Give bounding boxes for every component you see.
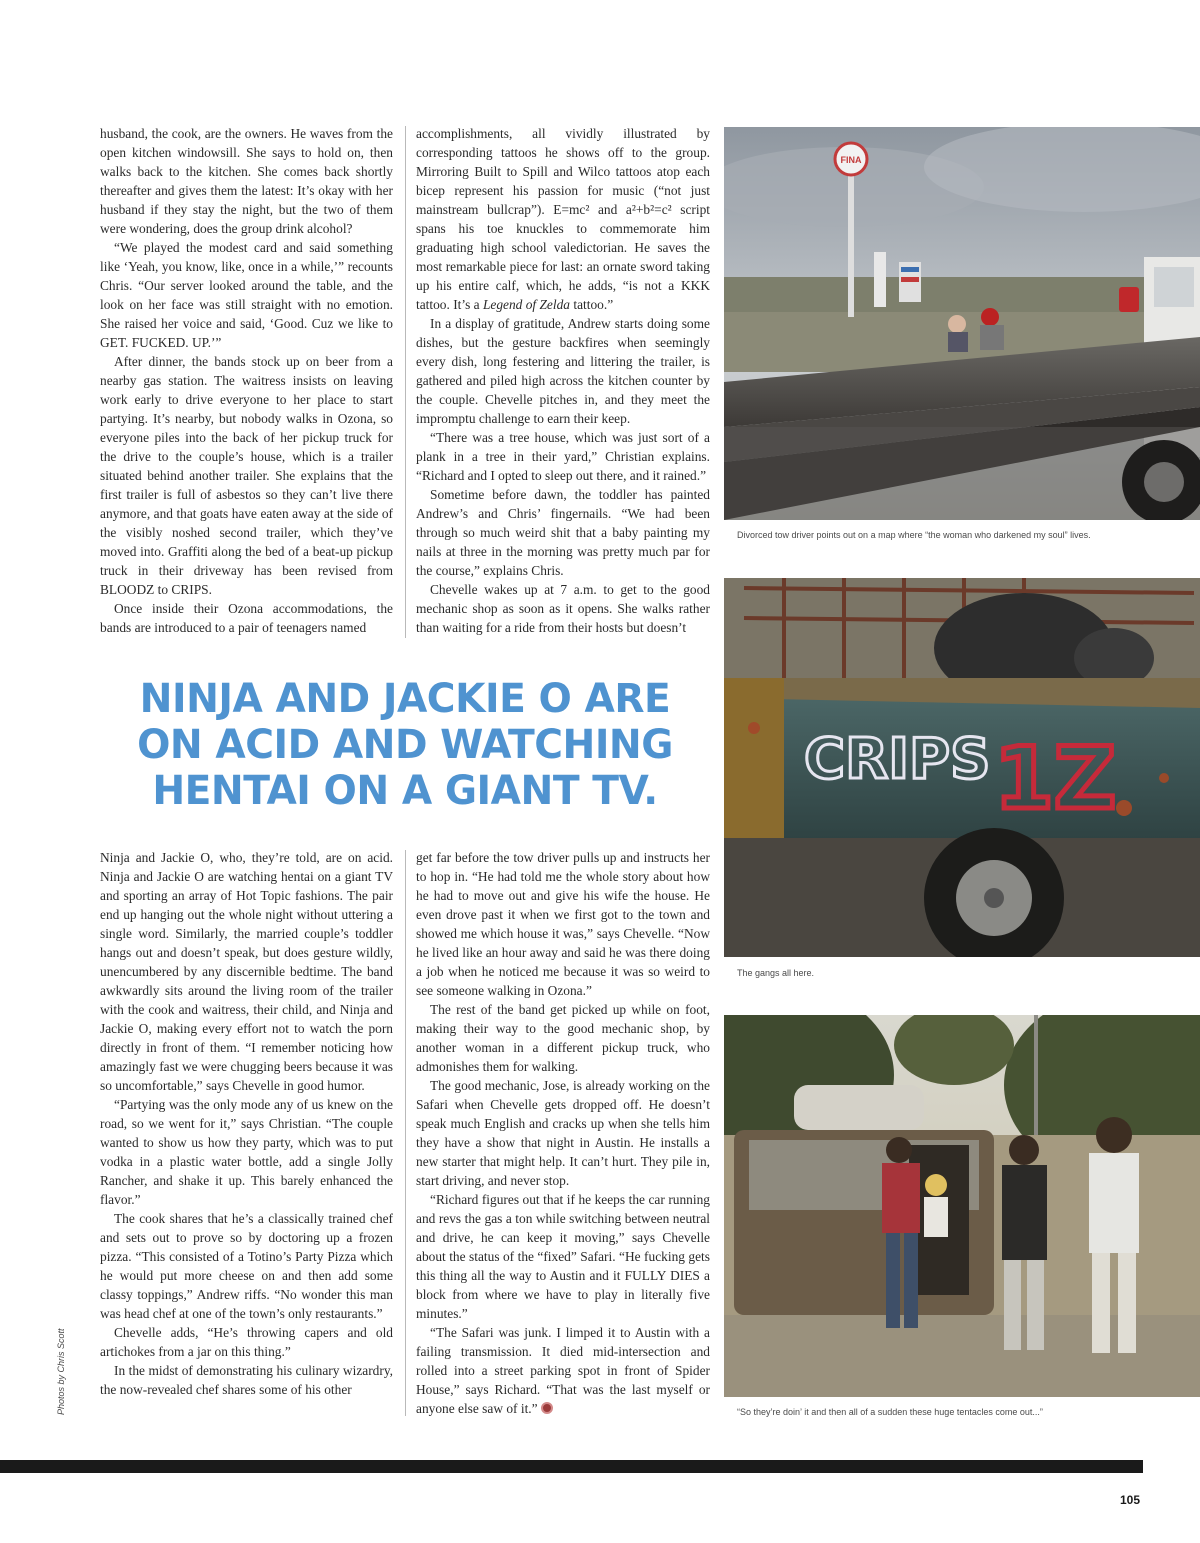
paragraph: husband, the cook, are the owners. He waves from the open kitchen windowsill. She says to hold on, then walks back to the kitchen. She comes back shortly thereafter and gives them the latest: It’s okay with her husband if they stay the night, but the two of them were wondering, does the group drink alcohol? [100,126,393,236]
photo-tow-truck [724,127,1200,520]
paragraph: Chevelle wakes up at 7 a.m. to get to the good mechanic shop as soon as it opens. She walks rather than waiting for a ride from their hosts but doesn’t [416,582,710,635]
photo-credit: Photos by Chris Scott [56,1328,66,1415]
paragraph-text: “The Safari was junk. I limped it to Austin with a failing transmission. It died mid-intersection and rolled into a street parking spot in front of Spider House,” says Richard. “That was the last myself or anyone else saw of it.” [416,1325,710,1416]
paragraph: The rest of the band get picked up while on foot, making their way to the good mechanic shop, by another woman in a different pickup truck, who admonishes them for walking. [416,1002,710,1074]
fina-sign-text: FINA [840,155,862,165]
paragraph: The good mechanic, Jose, is already working on the Safari when Chevelle gets dropped off. He doesn’t speak much English and cracks up when she tells him they have a show that night in Austin. He installs a new starter that might help. It can’t hurt. They pile in, start driving, and never stop. [416,1078,710,1188]
paragraph: In the midst of demonstrating his culinary wizardry, the now-revealed chef shares some of his other [100,1363,393,1397]
paragraph: Sometime before dawn, the toddler has painted Andrew’s and Chris’ fingernails. “We had been through so much weird shit that a baby painting my nails at three in the morning was pretty much par for the course,” explains Chris. [416,487,710,578]
paragraph: “Richard figures out that if he keeps the car running and revs the gas a ton while switching between neutral and drive, he can keep it moving,” says Chevelle about the status of the “fixed” Safari. “He fucking gets this thing all the way to Austin and it FULLY DIES a block from where we have to play in literally five minutes.” [416,1192,710,1321]
crips-graffiti: CRIPS [804,727,991,792]
paragraph: The cook shares that he’s a classically trained chef and sets out to prove so by doctoring up a frozen pizza. “This consisted of a Totino’s Party Pizza which he would put more cheese on and then add some classy toppings,” Andrew riffs. “No wonder this man was head chef at one of the town’s only restaurants.” [100,1211,393,1321]
photo-caption: The gangs all here. [737,968,815,978]
paragraph: “We played the modest card and said something like ‘Yeah, you know, like, once in a while,’” recounts Chris. “Our server looked around the table, and the look on her face was still straight with no emotion. She raised her voice and said, ‘Good. Cuz we like to GET. FUCKED. UP.’” [100,240,393,350]
photo-caption: “So they’re doin’ it and then all of a sudden these huge tentacles come out...” [737,1407,1043,1417]
paragraph: get far before the tow driver pulls up and instructs her to hop in. “He had told me the whole story about how he had to move out and give his wife the house. He even drove past it when we first got to the town and showed me which house it was,” says Chevelle. “Now he lived like an hour away and said he was there doing a job when he noticed me because it was so weird to see someone walking in Ozona.” [416,850,710,998]
end-mark-icon [541,1402,553,1414]
paragraph: “Partying was the only mode any of us knew on the road, so we went for it,” says Christian. “The couple wanted to show us how they party, which was to put vodka in a plastic water bottle, add a single Jolly Rancher, and shake it up. This barely enhanced the flavor.” [100,1097,393,1207]
zelda-italic: Legend of Zelda [482,297,570,312]
article-column-1-bottom [100,848,393,1420]
article-column-2-bottom [416,848,710,1420]
paragraph [416,1323,710,1418]
footer-bar [0,1460,1143,1473]
paragraph: After dinner, the bands stock up on beer from a nearby gas station. The waitress insists on leaving work early to drive everyone to her place to start partying. It’s nearby, but nobody walks in Ozona, so everyone piles into the back of her pickup truck for the drive to the couple’s house, which is a trailer situated behind another trailer. She explains that the first trailer is full of asbestos so they can’t live there anymore, and that goats have eaten away at the side of the visibly noshed second trailer, which they’ve moved into. Graffiti along the bed of a beat-up pickup truck in their driveway has been revised from BLOODZ to CRIPS. [100,354,393,597]
paragraph: “There was a tree house, which was just sort of a plank in a tree in their yard,” Christian explains. “Richard and I opted to sleep out there, and it rained.” [416,430,710,483]
photo-band-parking-lot [724,1015,1200,1397]
pull-quote: NINJA AND JACKIE O ARE ON ACID AND WATCHING HENTAI ON A GIANT TV. [137,676,673,814]
column-divider [405,126,406,638]
article-column-1-top [100,124,393,642]
paragraph [416,124,710,314]
paragraph-text: tattoo.” [570,297,614,312]
article-column-2-top [416,124,710,642]
red-graffiti: 1Z [994,729,1117,829]
paragraph: Chevelle adds, “He’s throwing capers and old artichokes from a jar on this thing.” [100,1325,393,1359]
paragraph: Ninja and Jackie O, who, they’re told, are on acid. Ninja and Jackie O are watching hentai on a giant TV and sporting an array of Hot Topic fashions. The pair end up hanging out the whole night without uttering a single word. Similarly, the married couple’s toddler hangs out and doesn’t speak, but does gesture wildly, unencumbered by any discernible bedtime. The band awkwardly sits around the living room of the trailer with the cook and waitress, their child, and Ninja and Jackie O, making every effort not to watch the porn directly in front of them. “I remember noticing how amazingly fast we were chugging beers because it was so uncomfortable,” says Chevelle in good humor. [100,850,393,1093]
paragraph: In a display of gratitude, Andrew starts doing some dishes, but the gesture backfires when seemingly every dish, long festering and littering the trailer, is gathered and piled high across the kitchen counter by the couple. Chevelle pitches in, and they meet the impromptu challenge to earn their keep. [416,316,710,426]
photo-caption: Divorced tow driver points out on a map where “the woman who darkened my soul” lives. [737,530,1091,540]
paragraph-text: accomplishments, all vividly illustrated by corresponding tattoos he shows off to the group. Mirroring Built to Spill and Wilco tattoos atop each bicep represent his passion for music (“not just mainstream bullcrap”). E=mc² and a²+b²=c² script spans his toe knuckles to commemorate him graduating high school valedictorian. He saves the most remarkable piece for last: an ornate sword taking up his entire calf, which, he adds, “is not a KKK tattoo. It’s a [416,126,710,312]
photo-crips-truck [724,578,1200,957]
page-number: 105 [1120,1493,1141,1507]
column-divider [405,850,406,1416]
paragraph: Once inside their Ozona accommodations, the bands are introduced to a pair of teenagers named [100,601,393,635]
